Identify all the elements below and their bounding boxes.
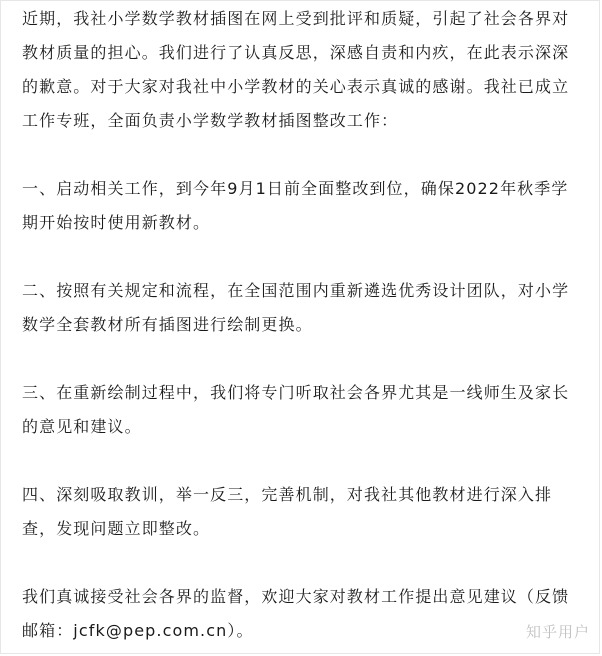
zhihu-watermark: 知乎用户 (525, 623, 590, 641)
statement-document (22, 2, 582, 648)
measure-one-paragraph: 一、启动相关工作，到今年9月1日前全面整改到位，确保2022年秋季学期开始按时使用新教材。 (22, 179, 569, 232)
intro-paragraph: 近期，我社小学数学教材插图在网上受到批评和质疑，引起了社会各界对教材质量的担心。我们进行了认真反思，深感自责和内疚，在此表示深深的歉意。对于大家对我社中小学教材的关心表示真诚的感谢。我社已成立工作专班，全面负责小学数学教材插图整改工作： (22, 9, 570, 130)
measure-three-paragraph: 三、在重新绘制过程中，我们将专门听取社会各界尤其是一线师生及家长的意见和建议。 (22, 383, 570, 436)
measure-four-paragraph: 四、深刻吸取教训，举一反三，完善机制，对我社其他教材进行深入排查，发现问题立即整改。 (22, 485, 553, 538)
closing-paragraph: 我们真诚接受社会各界的监督，欢迎大家对教材工作提出意见建议（反馈邮箱：jcfk@pep.com.cn）。 (22, 587, 570, 640)
measure-two-paragraph: 二、按照有关规定和流程，在全国范围内重新遴选优秀设计团队，对小学数学全套教材所有插图进行绘制更换。 (22, 281, 570, 334)
